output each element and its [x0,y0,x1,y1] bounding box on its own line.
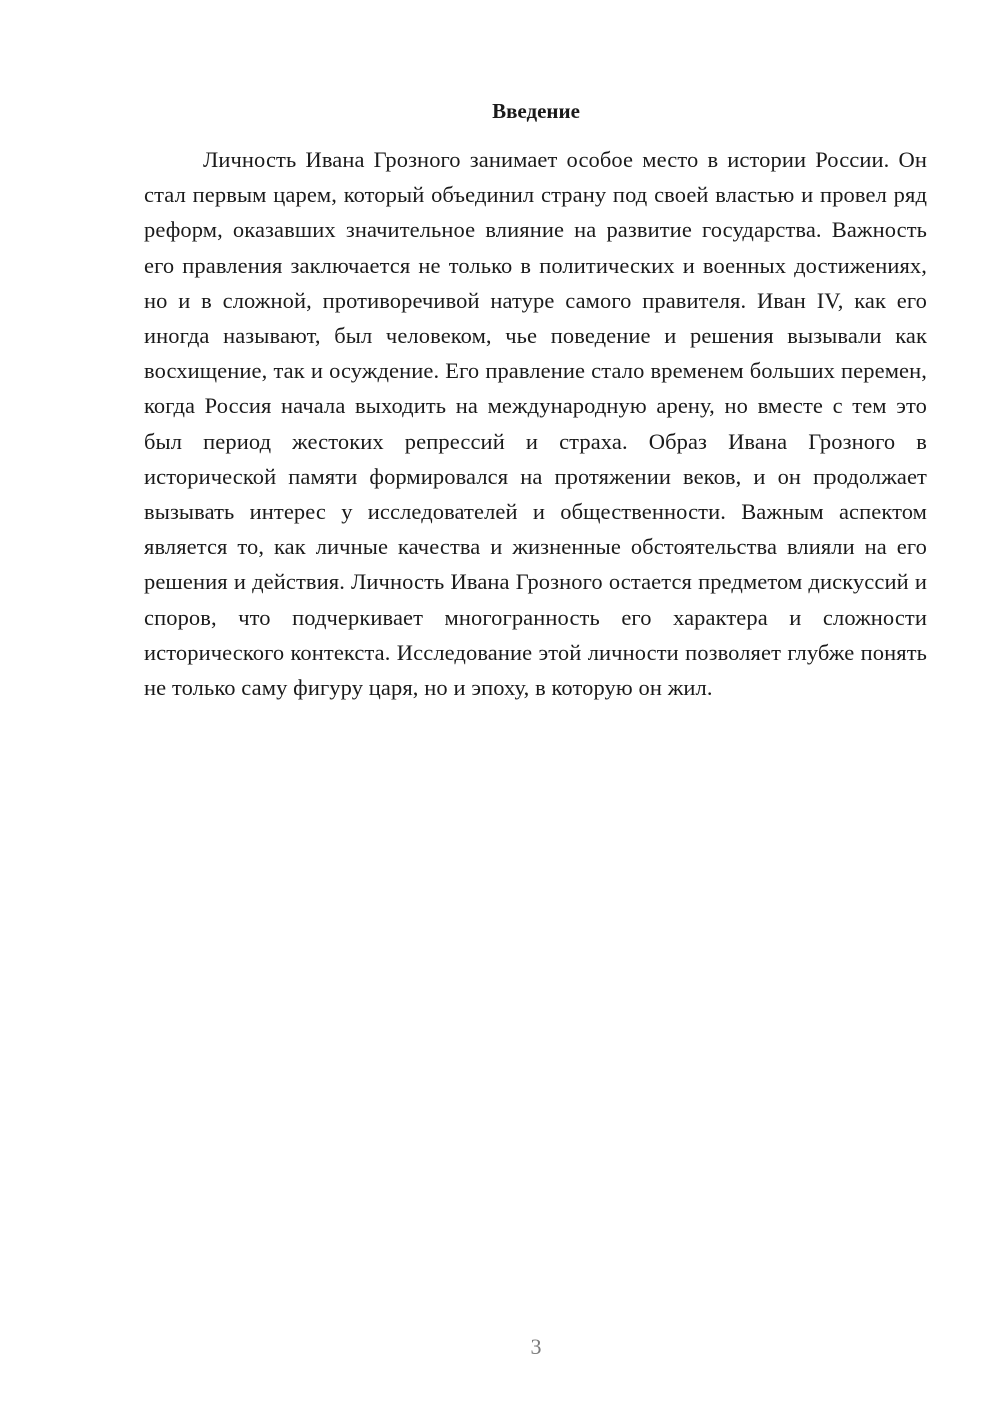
body-paragraph: Личность Ивана Грозного занимает особое место в истории России. Он стал первым царем, который объединил страну под своей властью и провел ряд реформ, оказавших значительное влияние на развитие государства. Важность его правления заключается не только в политических и военных достижениях, но и в сложной, противоречивой натуре самого правителя. Иван IV, как его иногда называют, был человеком, чье поведение и решения вызывали как восхищение, так и осуждение. Его правление стало временем больших перемен, когда Россия начала выходить на международную арену, но вместе с тем это был период жестоких репрессий и страха. Образ Ивана Грозного в исторической памяти формировался на протяжении веков, и он продолжает вызывать интерес у исследователей и общественности. Важным аспектом является то, как личные качества и жизненные обстоятельства влияли на его решения и действия. Личность Ивана Грозного остается предметом дискуссий и споров, что подчеркивает многогранность его характера и сложности исторического контекста. Исследование этой личности позволяет глубже понять не только саму фигуру царя, но и эпоху, в которую он жил. [144,147,927,701]
section-heading: Введение [492,99,580,123]
page-number: 3 [530,1334,542,1359]
